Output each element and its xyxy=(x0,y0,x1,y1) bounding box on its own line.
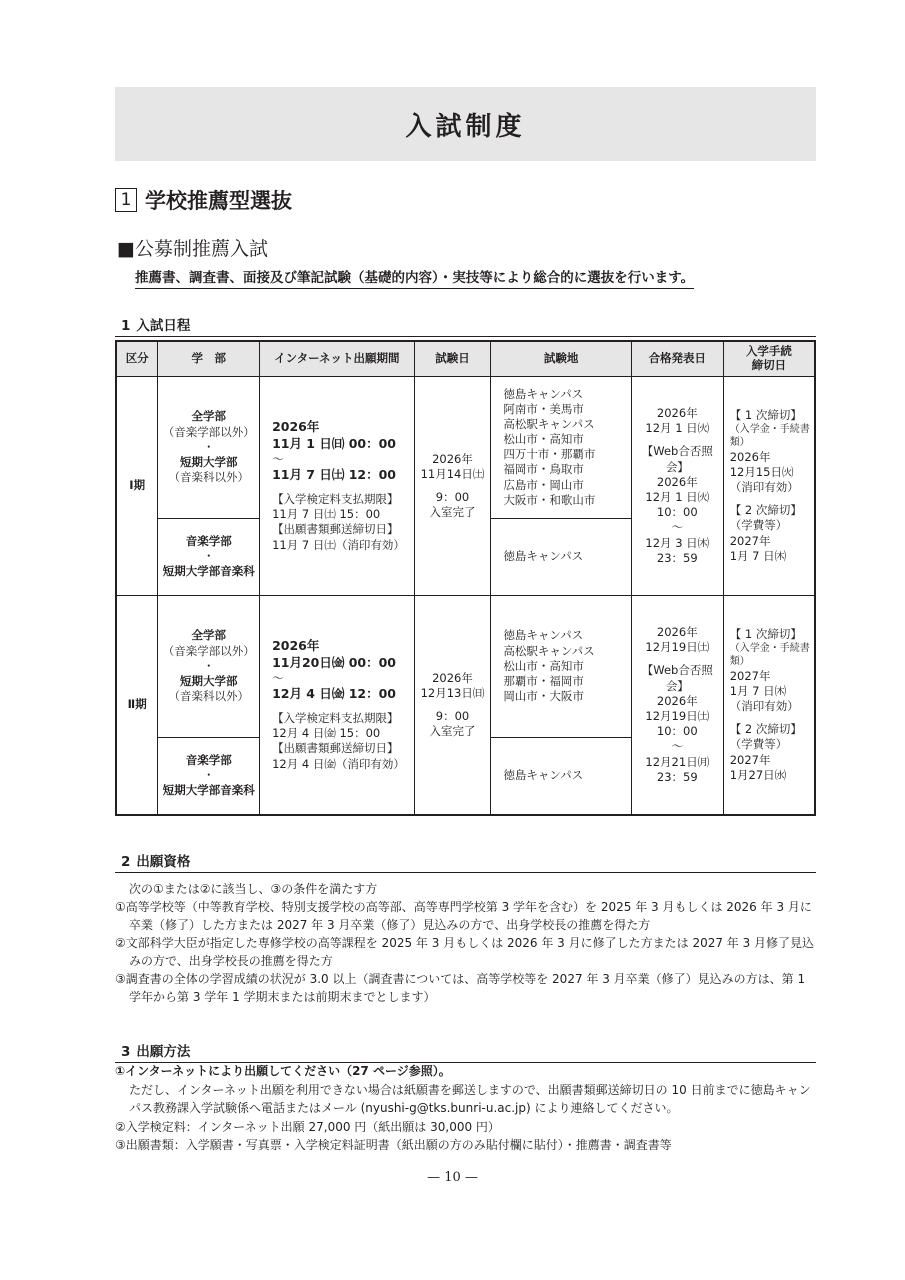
venue-cell xyxy=(491,377,632,519)
cell-line: 12月15日㈫ xyxy=(729,464,794,479)
schedule-table xyxy=(115,340,816,816)
cell-line: 大阪市・和歌山市 xyxy=(503,492,596,507)
cell-line: 10：00 xyxy=(656,724,698,739)
cell-line: 2026年 xyxy=(656,474,698,489)
cell-line: 入室完了 xyxy=(429,724,476,739)
cell-line: 2027年 xyxy=(729,752,771,767)
cell-line: 12月 4 日㈮ 12：00 xyxy=(272,686,397,702)
lead-text: 推薦書、調査書、面接及び筆記試験（基礎的内容）・実技等により総合的に選抜を行います。 xyxy=(135,266,694,289)
deadline-cell xyxy=(723,377,815,596)
cell-line: 〜 xyxy=(272,671,284,686)
cell-line: 短期大学部音楽科 xyxy=(162,564,255,579)
cell-line: 〜 xyxy=(671,739,684,754)
cell-line: 音楽学部 xyxy=(185,534,232,549)
section-title: 学校推薦型選抜 xyxy=(145,189,292,213)
apply-period-cell xyxy=(260,596,415,816)
qualification-text xyxy=(115,880,820,1006)
header-cell: 試験地 xyxy=(491,341,632,377)
cell-line: （消印有効） xyxy=(729,699,799,714)
cell-line: 2026年 xyxy=(656,625,698,640)
cell-line: （音楽科以外） xyxy=(168,470,249,485)
cell-line: 11月 7 日㈯ 12：00 xyxy=(272,467,397,483)
schedule-heading: 1 入試日程 xyxy=(115,314,816,337)
cell-line: 2026年 xyxy=(432,670,473,685)
cell-line: 徳島キャンパス xyxy=(503,549,584,564)
cell-line: （消印有効） xyxy=(729,480,799,495)
qualification-item: ②文部科学大臣が指定した専修学校の高等課程を 2025 年 3 月もしくは 2026 年 3 月に修了した方または 2027 年 3 月修了見込みの方で、出身学校長の推薦を得た方 xyxy=(115,936,815,968)
cell-line: （音楽科以外） xyxy=(168,689,249,704)
cell-line: 阿南市・美馬市 xyxy=(503,401,584,416)
cell-line: 高松駅キャンパス xyxy=(503,416,595,431)
cell-line: （入学金・手続書類） xyxy=(729,643,810,668)
cell-line: 〜 xyxy=(272,452,284,467)
header-cell: 試験日 xyxy=(414,341,491,377)
faculty-cell xyxy=(158,737,260,815)
cell-line: 徳島キャンパス xyxy=(503,386,584,401)
cell-line: 11月 7 日㈯（消印有効） xyxy=(272,537,405,552)
header-cell: 区分 xyxy=(116,341,158,377)
cell-line: 【出願書類郵送締切日】 xyxy=(272,522,399,537)
cell-line: 12月19日㈯ xyxy=(645,640,710,655)
cell-line: 23：59 xyxy=(656,550,698,565)
cell-line: 徳島キャンパス xyxy=(503,628,584,643)
cell-line: 2026年 xyxy=(432,451,473,466)
venue-cell xyxy=(491,737,632,815)
table-row xyxy=(116,377,815,519)
cell-line: （入学金・手続書類） xyxy=(729,424,810,449)
period-label: Ⅰ期 xyxy=(116,377,158,596)
cell-line: 【Web合否照会】 xyxy=(641,663,713,693)
cell-line: 1月 7 日㈭ xyxy=(729,683,787,698)
cell-line: ・ xyxy=(202,768,215,783)
header-cell: 合格発表日 xyxy=(631,341,723,377)
cell-line: 2026年 xyxy=(656,693,698,708)
venue-cell xyxy=(491,518,632,595)
cell-line: 2026年 xyxy=(656,406,698,421)
cell-line: 12月 1 日㈫ xyxy=(645,421,710,436)
cell-line: 12月21日㈪ xyxy=(645,754,710,769)
cell-line: 【 1 次締切】 xyxy=(729,627,802,642)
cell-line: ・ xyxy=(202,549,215,564)
cell-line: 音楽学部 xyxy=(185,753,232,768)
cell-line: 11月20日㈮ 00：00 xyxy=(272,654,396,670)
cell-line: 11月 1 日㈰ 00：00 xyxy=(272,435,397,451)
cell-line: （学費等） xyxy=(729,737,788,752)
cell-line: 松山市・高知市 xyxy=(503,658,584,673)
cell-line: 【Web合否照会】 xyxy=(641,444,713,474)
cell-line: 2026年 xyxy=(729,449,771,464)
result-date-cell xyxy=(631,596,723,816)
cell-line: 【出願書類郵送締切日】 xyxy=(272,741,399,756)
table-row xyxy=(116,596,815,738)
cell-line: 2027年 xyxy=(729,533,771,548)
cell-line: 【 2 次締切】 xyxy=(729,503,802,518)
method-item: ②入学検定料：インターネット出願 27,000 円（紙出願は 30,000 円） xyxy=(115,1119,500,1134)
exam-date-cell xyxy=(414,596,491,816)
cell-line: 【 1 次締切】 xyxy=(729,408,802,423)
cell-line: 12月 4 日㈮（消印有効） xyxy=(272,756,405,771)
cell-line: 12月19日㈯ xyxy=(645,709,710,723)
section-number: 1 xyxy=(115,188,137,212)
cell-line: 11月14日㈯ xyxy=(420,466,485,481)
qualification-intro: 次の①または②に該当し、③の条件を満たす方 xyxy=(129,882,378,896)
cell-line: 短期大学部 xyxy=(179,454,238,469)
header-cell: 学 部 xyxy=(158,341,260,377)
qualification-heading: 2 出願資格 xyxy=(115,850,816,873)
cell-line: 短期大学部 xyxy=(179,673,238,688)
cell-line: 松山市・高知市 xyxy=(503,432,584,447)
subsection-title: ■公募制推薦入試 xyxy=(117,238,268,260)
faculty-cell xyxy=(158,596,260,738)
cell-line: 10：00 xyxy=(656,505,698,520)
cell-line: 2026年 xyxy=(272,638,320,654)
cell-line: （学費等） xyxy=(729,518,788,533)
qualification-item: ③調査書の全体の学習成績の状況が 3.0 以上（調査書については、高等学校等を 2027 年 3 月卒業（修了）見込みの方は、第 1 学年から第 3 学年 1 学期末または前期末までとします） xyxy=(115,972,806,1004)
faculty-cell xyxy=(158,518,260,595)
method-text xyxy=(115,1062,820,1155)
cell-line: 12月13日㈰ xyxy=(420,685,485,700)
cell-line: 【 2 次締切】 xyxy=(729,722,802,737)
cell-line: 福岡市・鳥取市 xyxy=(503,462,584,477)
cell-line: 1月 7 日㈭ xyxy=(729,548,787,563)
cell-line: 2027年 xyxy=(729,668,771,683)
method-heading: 3 出願方法 xyxy=(115,1040,816,1063)
cell-line: 1月27日㈬ xyxy=(729,767,787,782)
cell-line: 12月 4 日㈮ 15：00 xyxy=(272,726,381,741)
header-cell: 入学手続 締切日 xyxy=(723,341,815,377)
cell-line: （音楽学部以外） xyxy=(162,424,255,439)
cell-line: 那覇市・福岡市 xyxy=(503,673,584,688)
cell-line: ・ xyxy=(202,439,215,454)
cell-line: 2026年 xyxy=(272,419,320,435)
cell-line: 全学部 xyxy=(191,628,226,643)
period-label: Ⅱ期 xyxy=(116,596,158,816)
cell-line: 徳島キャンパス xyxy=(503,768,584,783)
method-note: ただし、インターネット出願を利用できない場合は紙願書を郵送しますので、出願書類郵送締切日の 10 日前までに徳島キャンパス教務課入学試験係へ電話またはメール (nyushi-g@tks.bunri-u.ac.jp) により連絡してください。 xyxy=(129,1082,811,1116)
cell-line: 広島市・岡山市 xyxy=(503,477,584,492)
section-heading xyxy=(115,185,292,215)
cell-line: 〜 xyxy=(671,520,684,535)
cell-line: 9：00 xyxy=(435,490,470,504)
cell-line: 9：00 xyxy=(435,709,470,723)
cell-line: 岡山市・大阪市 xyxy=(503,689,584,704)
apply-period-cell xyxy=(260,377,415,596)
page-title: 入試制度 xyxy=(115,87,816,161)
cell-line: 【入学検定料支払期限】 xyxy=(272,491,399,506)
cell-line: 12月 3 日㈭ xyxy=(645,535,710,550)
result-date-cell xyxy=(631,377,723,596)
page-number: — 10 — xyxy=(427,1170,478,1185)
cell-line: 【入学検定料支払期限】 xyxy=(272,710,399,725)
qualification-item: ①高等学校等（中等教育学校、特別支援学校の高等部、高等専門学校第 3 学年を含む）を 2025 年 3 月もしくは 2026 年 3 月に卒業（修了）した方または 2027 年 3 月卒業（修了）見込みの方で、出身学校長の推薦を得た方 xyxy=(115,900,812,932)
cell-line: 11月 7 日㈯ 15：00 xyxy=(272,507,381,522)
cell-line: 全学部 xyxy=(191,409,226,424)
cell-line: 四万十市・那覇市 xyxy=(503,447,596,462)
header-cell: インターネット出願期間 xyxy=(260,341,415,377)
exam-date-cell xyxy=(414,377,491,596)
table-header-row xyxy=(116,341,815,377)
cell-line: 12月 1 日㈫ xyxy=(645,490,710,504)
venue-cell xyxy=(491,596,632,738)
method-item: ③出願書類：入学願書・写真票・入学検定料証明書（紙出願の方のみ貼付欄に貼付）・推薦書・調査書等 xyxy=(115,1138,672,1153)
cell-line: （音楽学部以外） xyxy=(162,643,255,658)
method-item: ①インターネットにより出願してください（27 ページ参照）。 xyxy=(115,1064,451,1078)
faculty-cell xyxy=(158,377,260,519)
deadline-cell xyxy=(723,596,815,816)
cell-line: 高松駅キャンパス xyxy=(503,643,595,658)
cell-line: 23：59 xyxy=(656,769,698,784)
cell-line: 入室完了 xyxy=(429,505,476,520)
cell-line: ・ xyxy=(202,658,215,673)
cell-line: 短期大学部音楽科 xyxy=(162,783,255,798)
